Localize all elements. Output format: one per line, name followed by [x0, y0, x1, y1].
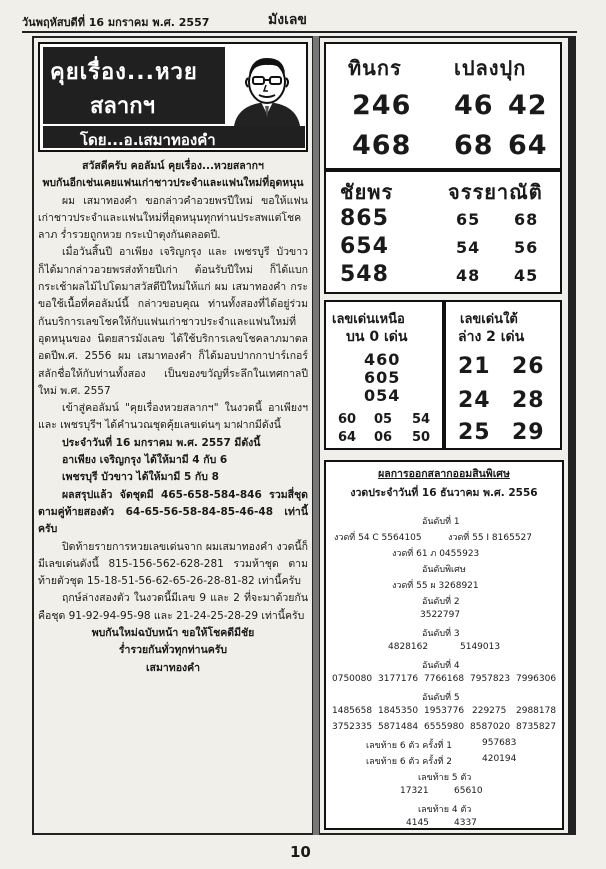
set-d-pair: 21	[458, 354, 491, 379]
prize-5-value: 6555980	[424, 722, 465, 732]
set-c-two-digit: 54	[412, 412, 431, 427]
prize-5-value: 2988178	[516, 706, 557, 716]
set-d-box	[444, 300, 562, 450]
article-paragraph-3: เข้าสู่คอลัมน์ "คุยเรื่องหวยสลากฯ" ในงวดนี้ อาเพียงฯ และ เพชรบุรีฯ ได้คำนวณชุดคุ้ยเลขเด่นๆ มาฝากมีดังนี้	[38, 402, 308, 432]
prize-4-value: 7996306	[516, 674, 557, 684]
set-a-name-2: เปลงปุก	[454, 56, 527, 80]
cartoon-man-portrait-icon	[228, 48, 306, 126]
article-body	[38, 158, 308, 677]
special-prize-label: อันดับพิเศษ	[422, 565, 466, 575]
set-d-subtitle: ล่าง 2 เด่น	[458, 329, 525, 345]
column-divider	[312, 36, 320, 835]
set-c-two-digit: 05	[374, 412, 393, 427]
banner-title-line1: คุยเรื่อง...หวย	[50, 60, 198, 85]
prize-1-value: งวดที่ 54 C 5564105	[334, 533, 422, 543]
last-5-value: 65610	[454, 786, 483, 796]
last-4-value: 4145	[406, 818, 429, 828]
set-b-two-digit: 45	[514, 266, 539, 285]
closing-paragraph-1: ปิดท้ายรายการหวยเลขเด่นจาก ผมเสมาทองคำ งวดนี้ก็มีเลขเด่นดังนี้ 815-156-562-628-281 รวมห้าชุด ตามท้ายตัวชุด 15-18-51-56-62-65-26-28-81-82 เท่านี้ครับ	[38, 540, 308, 588]
page-number: 10	[290, 843, 311, 861]
prize-5-value: 229275	[472, 706, 507, 716]
set-c-box	[324, 300, 444, 450]
prize-1-label: อันดับที่ 1	[422, 517, 460, 527]
set-b-three-digit: 548	[340, 262, 389, 287]
set-a-number: 246	[352, 90, 412, 121]
article-column	[38, 42, 308, 677]
prize-5-value: 8587020	[470, 722, 511, 732]
set-a-name-1: ทินกร	[348, 56, 402, 80]
last-6-draw-2-label: เลขท้าย 6 ตัว ครั้งที่ 2	[366, 757, 452, 767]
set-c-three-digit: 460	[364, 350, 401, 369]
set-b-name-2: จรรยาณัติ	[448, 180, 543, 204]
prize-5-value: 8735827	[516, 722, 557, 732]
prize-4-value: 3177176	[378, 674, 419, 684]
header-rule	[22, 31, 577, 33]
prize-1-value: งวดที่ 61 ภ 0455923	[392, 549, 480, 559]
set-b-two-digit: 48	[456, 266, 481, 285]
set-a-number: 64	[508, 130, 548, 161]
article-subgreeting: พบกันอีกเช่นเคยแฟนเก่าชาวประจำและแฟนใหม่ที่อุดหนุน	[42, 177, 304, 190]
prize-4-value: 7766168	[424, 674, 465, 684]
issue-date: วันพฤหัสบดีที่ 16 มกราคม พ.ศ. 2557	[22, 16, 210, 29]
set-c-two-digit: 60	[338, 412, 357, 427]
set-a-number: 68	[454, 130, 494, 161]
prize-4-value: 0750080	[332, 674, 373, 684]
prize-3-value: 5149013	[460, 642, 501, 652]
article-paragraph-2: เมื่อวันสิ้นปี อาเพียง เจริญกรุง และ เพชรบูรี บัวขาว ก็ได้มากล่าวอวยพรส่งท้ายปีเก่า ต้อนรับปีใหม่ ก็ได้แบกกระเช้าผลไม้ไปโดมาสวัสดีปีใหม่ให้แก่ ผม เสมาทองคำ กระขอใช้เนื้อที่คอลัมน์นี้ กล่าวขอบคุณ ท่านทั้งสองที่ได้อยู่ร่วมกันบริการเลขโชคให้กับแฟนเก่าชาวประจำและแฟนใหม่ที่อุดหนุนของ นิตยสารมังเลข ได้ใช้บริการเลขโชคลาภมาตลอดปีพ.ศ. 2556 ผม เสมาทองคำ ก็ได้มอบปากกาปาร์เกอร์สลักชื่อให้กับท่านทั้งสอง เป็นของขวัญที่ระลึกในเทศกาลปีใหม่ พ.ศ. 2557	[38, 246, 308, 397]
article-paragraph-1: ผม เสมาทองคำ ขอกล่าวคำอวยพรปีใหม่ ขอให้แฟนเก่าชาวประจำและแฟนใหม่ที่อุดหนุนทุกท่านประสพแต่โชคลาภ ร่ำรวยถูกหวย กระเป๋าตุงกันตลอดปี.	[38, 194, 308, 242]
summary-paragraph: ผลสรุปแล้ว จัดชุดมี 465-658-584-846 รวมสี่ชุด ตามคู่ท้ายสองตัว 64-65-56-58-84-85-46-48 เท่านี้ครับ	[38, 488, 308, 536]
set-b-three-digit: 654	[340, 234, 389, 259]
prize-3-label: อันดับที่ 3	[422, 629, 460, 639]
set-b-name-1: ชัยพร	[340, 180, 394, 204]
prize-3-value: 4828162	[388, 642, 429, 652]
prize-4-label: อันดับที่ 4	[422, 661, 460, 671]
savings-lottery-results	[324, 460, 564, 830]
banner-title-line2: สลากฯ	[90, 94, 155, 119]
set-a-box	[324, 42, 562, 170]
set-a-number: 42	[508, 90, 548, 121]
sign-off-2: ร่ำรวยกันทั่วทุกท่านครับ	[118, 644, 228, 657]
set-c-three-digit: 605	[364, 368, 401, 387]
prize-5-value: 1485658	[332, 706, 373, 716]
results-title: ผลการออกสลากออมสินพิเศษ	[378, 468, 510, 480]
last-6-draw-2-value: 420194	[482, 754, 517, 764]
column-banner	[38, 42, 308, 152]
last-5-label: เลขท้าย 5 ตัว	[418, 773, 472, 783]
prize-5-value: 1953776	[424, 706, 465, 716]
last-5-value: 17321	[400, 786, 429, 796]
prize-2-label: อันดับที่ 2	[422, 597, 460, 607]
set-b-two-digit: 65	[456, 210, 481, 229]
prize-1-value: งวดที่ 55 I 8165527	[448, 533, 532, 543]
prize-4-value: 7957823	[470, 674, 511, 684]
set-b-two-digit: 54	[456, 238, 481, 257]
set-c-three-digit: 054	[364, 386, 401, 405]
set-c-two-digit: 06	[374, 430, 393, 445]
set-d-pair: 24	[458, 388, 491, 413]
set-a-number: 468	[352, 130, 412, 161]
set-d-pair: 26	[512, 354, 545, 379]
set-b-two-digit: 56	[514, 238, 539, 257]
set-c-two-digit: 50	[412, 430, 431, 445]
banner-author: โดย...อ.เสมาทองคำ	[80, 131, 216, 149]
pick-phetchaburi: เพชรบุรี บัวขาว ได้ให้มามี 5 กับ 8	[62, 471, 219, 484]
frame-shadow	[570, 36, 576, 835]
last-4-value: 4337	[454, 818, 477, 828]
prize-5-value: 5871484	[378, 722, 419, 732]
last-4-label: เลขท้าย 4 ตัว	[418, 805, 472, 815]
set-d-pair: 25	[458, 420, 491, 445]
set-d-title: เลขเด่นใต้	[460, 312, 518, 327]
prize-5-label: อันดับที่ 5	[422, 693, 460, 703]
prize-5-value: 3752335	[332, 722, 373, 732]
magazine-brand: มังเลข	[268, 12, 307, 28]
set-d-pair: 28	[512, 388, 545, 413]
set-b-two-digit: 68	[514, 210, 539, 229]
set-d-pair: 29	[512, 420, 545, 445]
prize-2-value: 3522797	[420, 610, 461, 620]
article-greeting: สวัสดีครับ คอลัมน์ คุยเรื่อง...หวยสลากฯ	[82, 160, 264, 172]
draw-date-line: ประจำวันที่ 16 มกราคม พ.ศ. 2557 มีดังนี้	[62, 436, 261, 449]
sign-off-1: พบกันใหม่ฉบับหน้า ขอให้โชคดีมีชัย	[91, 627, 255, 640]
set-b-box	[324, 170, 562, 294]
results-subtitle: งวดประจำวันที่ 16 ธันวาคม พ.ศ. 2556	[350, 487, 538, 499]
set-c-subtitle: บน 0 เด่น	[346, 329, 408, 345]
set-c-title: เลขเด่นเหนือ	[332, 312, 405, 327]
last-6-draw-1-value: 957683	[482, 738, 517, 748]
last-6-draw-1-label: เลขท้าย 6 ตัว ครั้งที่ 1	[366, 741, 452, 751]
sign-off-author: เสมาทองคำ	[145, 661, 201, 674]
special-prize-value: งวดที่ 55 ผ 3268921	[392, 581, 479, 591]
prize-5-value: 1845350	[378, 706, 419, 716]
set-b-three-digit: 865	[340, 206, 389, 231]
set-c-two-digit: 64	[338, 430, 357, 445]
set-a-number: 46	[454, 90, 494, 121]
closing-paragraph-2: ฤกษ์ล่างสองตัว ในงวดนี้มีเลข 9 และ 2 ที่จะมาด้วยกันคือชุด 91-92-94-95-98 และ 21-24-25-28-29 เท่านี้ครับ	[38, 592, 308, 622]
pick-apiang: อาเพียง เจริญกรุง ได้ให้มามี 4 กับ 6	[62, 454, 228, 467]
